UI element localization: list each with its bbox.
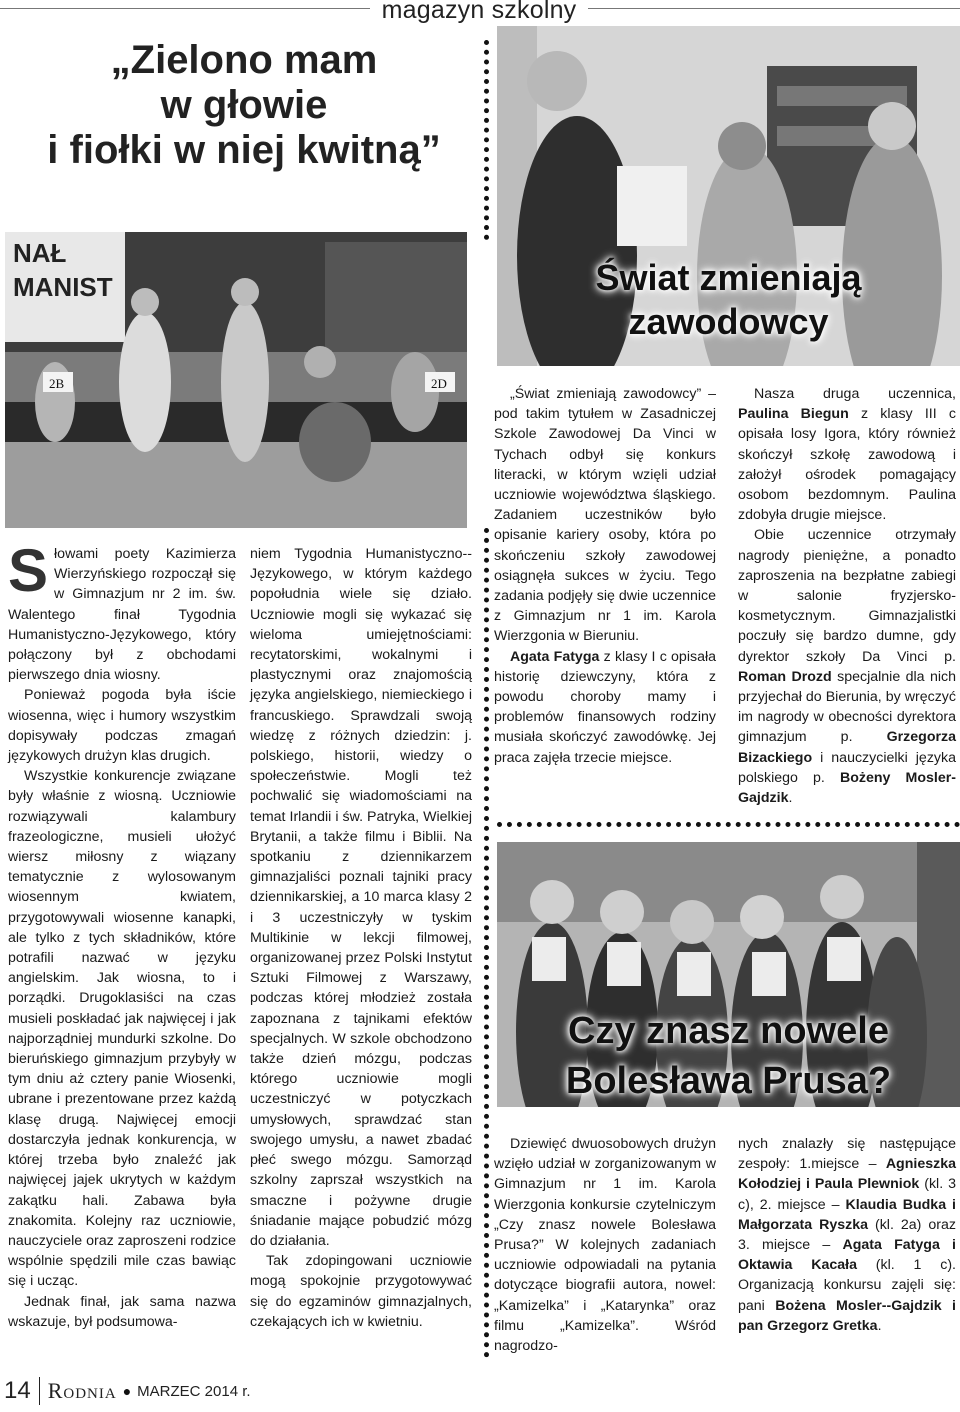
page-number: 14 — [4, 1377, 40, 1405]
page-footer — [4, 1376, 251, 1406]
article3-text-f: . — [877, 1317, 882, 1334]
article1-paragraph-1: łowami poety Kazimierza Wierzyńskiego rozpoczął się w Gimnazjum nr 2 im. św. Walentego finał Tygodnia Humanistyczno-Językowego, który połączony był z obchodami pierwszego dnia wiosny. — [8, 546, 236, 684]
photo-sign-1: NAŁ — [13, 238, 67, 268]
article3-paragraph-1: Dziewięć dwuosobowych drużyn wzięło udział w zorganizowanym w Gimnazjum nr 1 im. Karola Wierzgonia konkursie czytelniczym „Czy znasz nowele Bolesława Prusa?” W kolejnych zadaniach uczniowie odpowiadali na pytania dotyczące biografii autora, nowel: „Kamizelka” i „Katarynka” oraz filmu „Kamizelka”. Wśród nagrodzo- — [494, 1136, 716, 1355]
article1-paragraph-3: Wszystkie konkurencje związane były właśnie z wiosną. Uczniowie rozwiązywali kalambury frazeologiczne, musieli ułożyć wiersz miłosny z wiązany tematycznie z wylosowanym wiosennym kwiatem, przygotowywali wiosenne kanapki, ale tylko z tych składników, które potrafili nazwać w języku angielskim. Jak wiosna, to i porządki. Drugoklasiści na czas musieli poskładać jak najwięcej i jak najporządniej mundurki szkolne. Do bieruńskiego gimnazjum przybyły w tym dniu aż cztery panie Wiosenki, ubrane i prezentowane przez każdą klasę drugą. Najwięcej emocji dostarczyła jednak konkurencja, w której trzeba było znaleźć jak najwięcej jajek ukrytych w każdym zakątku hali. Zabawa była znakomita. Kolejny raz uczniowie, nauczyciele oraz zaproszeni rodzice wspólnie spędzili mile czas bawiąc się i ucząc. — [8, 768, 236, 1290]
headline-line-1: „Zielono mam — [110, 38, 378, 82]
students-stage-photo — [5, 232, 467, 528]
magazine-name: Rodnia — [47, 1378, 117, 1403]
article3-text-e: (kl. 1 c). Organizacją konkursu zajęli się: pani — [738, 1257, 956, 1314]
header-rule-right — [588, 8, 960, 9]
issue-date: MARZEC 2014 r. — [137, 1382, 251, 1400]
article3-headline — [497, 1006, 960, 1106]
article3-winners-1: Agnieszka Kołodziej i Paula Plewniok — [738, 1156, 956, 1193]
article2-paragraph-4-end: . — [788, 790, 793, 807]
article1-paragraph-6: Tak zdopingowani uczniowie mogą spokojnie przygotowywać się do egzaminów gimnazjalnych, czekających ich w kwietniu. — [250, 1253, 472, 1330]
article3-headline-line-1: Czy znasz nowele — [568, 1010, 889, 1052]
photo-sign-2d: 2D — [431, 376, 447, 391]
article1-paragraph-5: niem Tygodnia Humanistyczno--Językowego, w którym każdego popołudnia wiele się działo. Uczniowie mogli się wykazać się wieloma umiejętnościami: recytatorskimi, wokalnymi i plastycznymi oraz znajomością języka angielskiego, niemieckiego i francuskiego. Sprawdzali swoją wiedzę z różnych dziedzin: j. polskiego, historii, wiedzy o społeczeństwie. Mogli też pochwalić się wiadomościami na temat Irlandii i św. Patryka, Wielkiej Brytanii, a także filmu i Biblii. Na spotkaniu z dziennikarzem gimnazjaliści poznali tajniki pracy dziennikarskiej, a 10 marca klasy 2 i 3 uczestniczyły w tyskim Multikinie w lekcji filmowej, organizowanej przez Polski Instytut Sztuki Filmowej z Warszawy, podczas której młodzież została zapoznana z tajnikami efektów specjalnych. W szkole obchodzono także dzień mózgu, podczas którego uczniowie mogli uczestniczyć w potyczkach umysłowych, sprawdzać stan swojego umysłu, a nawet zbadać płeć swego mózgu. Samorząd szkolny zaprszał wszystkich na smaczne i pożywne drugie śniadanie mające pobudzić mózg do działania. — [250, 546, 472, 1249]
article2-column-2 — [738, 384, 956, 808]
article2-column-1 — [494, 384, 716, 768]
headline-line-3: i fiołki w niej kwitną” — [47, 128, 441, 172]
footer-bullet: ● — [122, 1383, 132, 1399]
article2-name-paulina: Paulina Biegun — [738, 406, 849, 423]
dotted-separator-vertical — [484, 40, 489, 240]
article3-headline-line-2: Bolesława Prusa? — [565, 1060, 892, 1102]
photo-sign-2b: 2B — [49, 376, 65, 391]
article2-paragraph-4-mid: specjalnie dla nich przyjechał do Bierunia, by wręczyć im nagrody w obecności dyrektora gimnazjum p. — [738, 668, 957, 746]
article2-paragraph-2: z klasy I c opisała historię dziewczyny, która z powodu choroby mamy i problemów finansowych rodziny musiała skończyć zawodówkę. Jej praca zajęła trzecie miejsce. — [494, 648, 716, 766]
article1-headline — [18, 38, 470, 173]
article3-column-2 — [738, 1134, 956, 1336]
dotted-separator-horizontal — [497, 822, 960, 827]
article2-paragraph-3-start: Nasza druga uczennica, — [754, 386, 956, 402]
article3-text-a: nych znalazły się następujące zespoły: 1.miejsce – — [738, 1136, 956, 1173]
article3-text-c: (kl. 3 c), 2. miejsce – — [738, 1176, 957, 1213]
article3-winners-2: Klaudia Budka i Małgorzata Ryszka — [738, 1196, 956, 1233]
article2-name-bozena: Bożeny Mosler-Gajdzik — [738, 769, 956, 807]
article2-name-agata: Agata Fatyga — [510, 648, 600, 665]
article2-headline-line-1: Świat zmieniają — [595, 257, 862, 298]
drop-cap: S — [8, 537, 49, 604]
article2-paragraph-4-mid2: i nauczycielki języka polskiego p. — [738, 749, 956, 786]
article2-paragraph-3: z klasy III c opisała losy Igora, który również skończył szkołę zawodową i założył ośrodek pomagający osobom bezdomnym. Paulina zdobyła drugie miejsce. — [738, 406, 956, 524]
article2-headline-line-2: zawodowcy — [628, 301, 829, 342]
article2-paragraph-4-start: Obie uczennice otrzymały nagrody pieniężne, a ponadto zaproszenia na bezpłatne zabiegi w salonie fryzjersko-kosmetycznym. Gimnazjalistki poczuły się bardzo dumne, gdy dyrektor szkoły Da Vinci p. — [738, 527, 956, 665]
photo-sign-2: MANIST — [13, 272, 113, 302]
article3-text-d: (kl. 2a) oraz 3. miejsce – — [738, 1216, 956, 1254]
article1-column-2 — [250, 544, 472, 1332]
header-rule-left — [0, 8, 370, 9]
dotted-separator-vertical-lower — [484, 528, 489, 1358]
article1-column-1 — [8, 537, 236, 1332]
article3-organizers: Bożena Mosler--Gajdzik i pan Grzegorz Gretka — [738, 1297, 956, 1334]
article2-name-grzegorz: Grzegorza Bizackiego — [738, 729, 956, 766]
section-title: magazyn szkolny — [381, 0, 577, 24]
article3-column-1 — [494, 1134, 716, 1356]
article1-paragraph-4: Jednak finał, jak sama nazwa wskazuje, był podsumowa- — [8, 1293, 236, 1330]
article2-headline — [497, 256, 960, 344]
article3-winners-3: Agata Fatyga i Oktawia Kacała — [738, 1237, 956, 1274]
headline-line-2: w głowie — [160, 83, 328, 127]
article2-paragraph-1: „Świat zmieniają zawodowcy” – pod takim tytułem w Zasadniczej Szkole Zawodowej Da Vinci w Tychach odbył się konkurs literacki, w którym wzięli udział uczniowie województwa śląskiego. Zadaniem uczestników było opisanie kariery osoby, która po skończeniu szkoły zawodowej osiągnęła sukces w życiu. Tego zadania podjęły się dwie uczennice z Gimnazjum nr 1 im. Karola Wierzgonia w Bieruniu. — [494, 386, 716, 645]
article2-name-roman: Roman Drozd — [738, 668, 832, 685]
article1-paragraph-2: Ponieważ pogoda była iście wiosenna, więc i humory wszystkim dopisywały podczas zmagań językowych drużyn klas drugich. — [8, 687, 236, 765]
